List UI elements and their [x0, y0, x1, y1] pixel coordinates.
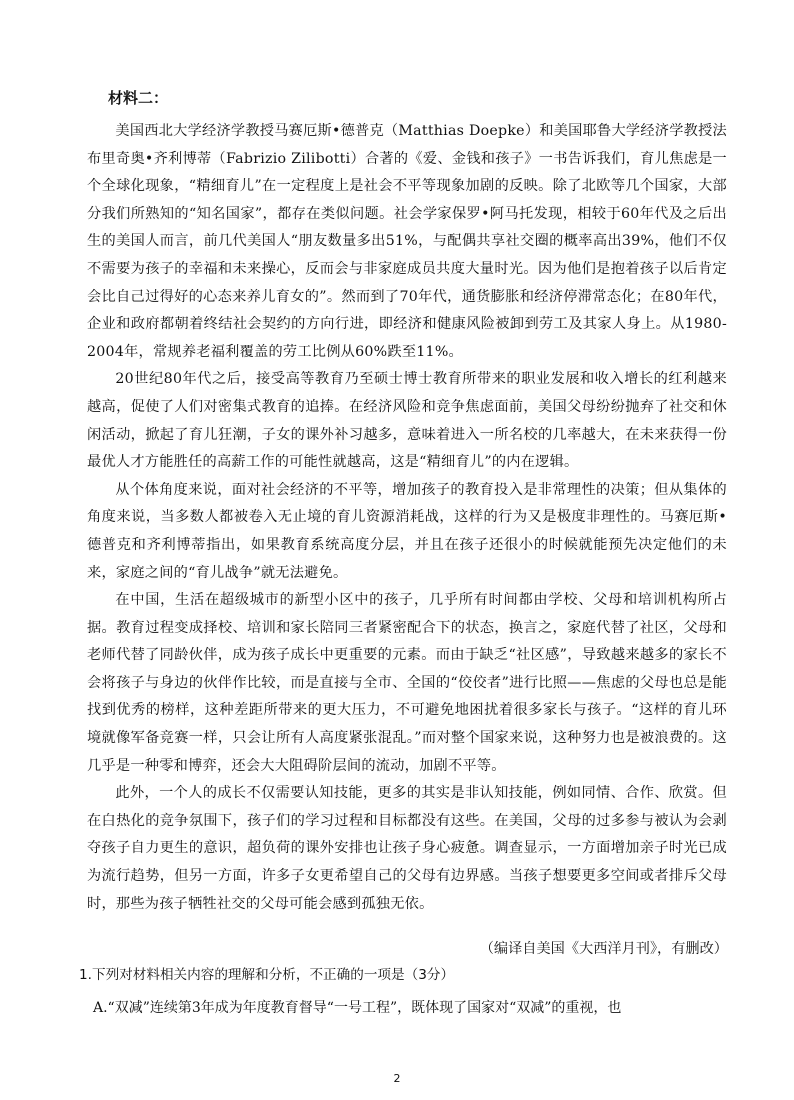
page-number: 2 [393, 1072, 401, 1085]
section-heading: 材料二： [108, 89, 169, 107]
question-stem: 1.下列对材料相关内容的理解和分析，不正确的一项是（3分） [79, 967, 455, 983]
paragraph-3: 从个体角度来说，面对社会经济的不平等，增加孩子的教育投入是非常理性的决策；但从集体的角度来说，当多数人都被卷入无止境的育儿资源消耗战，这样的行为又是极度非理性的。马赛厄斯•德普克和齐利博蒂指出，如果教育系统高度分层，并且在孩子还很小的时候就能预先决定他们的未来，家庭之间的“育儿战争”就无法避免。 [87, 481, 727, 581]
paragraph-5: 此外，一个人的成长不仅需要认知技能，更多的其实是非认知技能，例如同情、合作、欣赏。但在白热化的竞争氛围下，孩子们的学习过程和目标都没有这些。在美国，父母的过多参与被认为会剥夺孩子自力更生的意识，超负荷的课外安排也让孩子身心疲惫。调查显示，一方面增加亲子时光已成为流行趋势，但另一方面，许多子女更希望自己的父母有边界感。当孩子想要更多空间或者排斥父母时，那些为孩子牺牲社交的父母可能会感到孤独无依。 [87, 785, 727, 912]
article-body [87, 118, 727, 918]
source-citation: （编译自美国《大西洋月刊》，有删改） [479, 941, 728, 957]
paragraph-1: 美国西北大学经济学教授马赛厄斯•德普克（Matthias Doepke）和美国耶鲁大学经济学教授法布里奇奥•齐利博蒂（Fabrizio Zilibotti）合著的《爱、金钱和孩子》一书告诉我们，育儿焦虑是一个全球化现象，“精细育儿”在一定程度上是社会不平等现象加剧的反映。除了北欧等几个国家，大部分我们所熟知的“知名国家”，都存在类似问题。社会学家保罗•阿马托发现，相较于60年代及之后出生的美国人而言，前几代美国人“朋友数量多出51%，与配偶共享社交圈的概率高出39%，他们不仅不需要为孩子的幸福和未来操心，反而会与非家庭成员共度大量时光。因为他们是抱着孩子以后肯定会比自己过得好的心态来养儿育女的”。然而到了70年代，通货膨胀和经济停滞常态化；在80年代，企业和政府都朝着终结社会契约的方向行进，即经济和健康风险被卸到劳工及其家人身上。从1980-2004年，常规养老福利覆盖的劳工比例从60%跌至11%。 [87, 123, 727, 360]
question-option-a: A.“双减”连续第3年成为年度教育督导“一号工程”，既体现了国家对“双减”的重视，也 [93, 1000, 622, 1016]
paragraph-4: 在中国，生活在超级城市的新型小区中的孩子，几乎所有时间都由学校、父母和培训机构所占据。教育过程变成择校、培训和家长陪同三者紧密配合下的状态，换言之，家庭代替了社区，父母和老师代替了同龄伙伴，成为孩子成长中更重要的元素。而由于缺乏“社区感”，导致越来越多的家长不会将孩子与身边的伙伴作比较，而是直接与全市、全国的“佼佼者”进行比照——焦虑的父母也总是能找到优秀的榜样，这种差距所带来的更大压力，不可避免地困扰着很多家长与孩子。“这样的育儿环境就像军备竞赛一样，只会让所有人高度紧张混乱。”而对整个国家来说，这种努力也是被浪费的。这几乎是一种零和博弈，还会大大阻碍阶层间的流动，加剧不平等。 [87, 592, 727, 774]
paragraph-2: 20世纪80年代之后，接受高等教育乃至硕士博士教育所带来的职业发展和收入增长的红利越来越高，促使了人们对密集式教育的追捧。在经济风险和竞争焦虑面前，美国父母纷纷抛弃了社交和休闲活动，掀起了育儿狂潮，子女的课外补习越多，意味着进入一所名校的几率越大，在未来获得一份最优人才方能胜任的高薪工作的可能性就越高，这是“精细育儿”的内在逻辑。 [87, 371, 727, 471]
